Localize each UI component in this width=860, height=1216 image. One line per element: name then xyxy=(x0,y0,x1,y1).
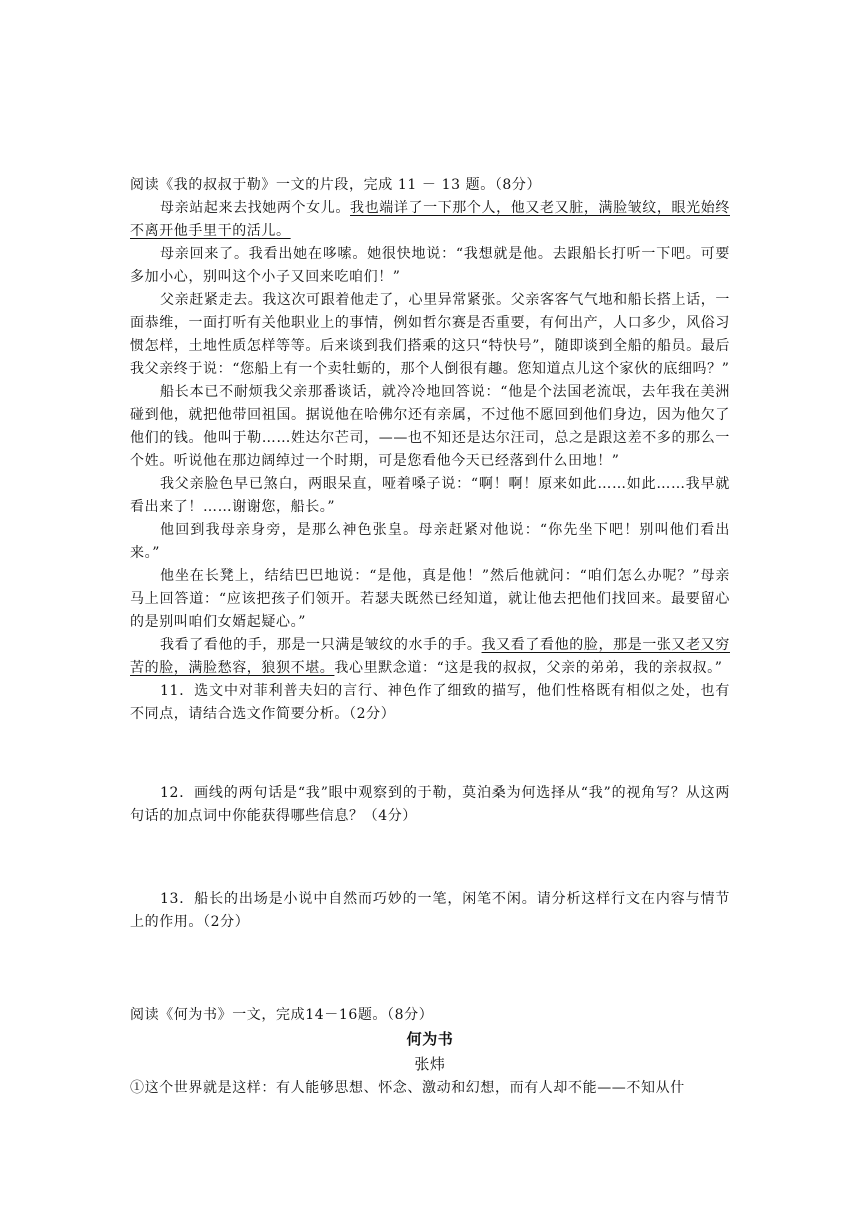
answer-space-11 xyxy=(130,726,730,782)
paragraph-2: 母亲回来了。我看出她在哆嗦。她很快地说：“我想就是他。去跟船长打听一下吧。可要多加小心，别叫这个小子又回来吃咱们！” xyxy=(130,246,730,285)
paragraph-3: 父亲赶紧走去。我这次可跟着他走了，心里异常紧张。父亲客客气气地和船长搭上话，一面恭维，一面打听有关他职业上的事情，例如哲尔赛是否重要，有何出产，人口多少，风俗习惯怎样，土地性质怎样等等。后来谈到我们搭乘的这只“特快号”，随即谈到全船的船员。最后我父亲终于说：“您船上有一个卖牡蛎的，那个人倒很有趣。您知道点儿这个家伙的底细吗？” xyxy=(130,292,730,377)
question-13: 13．船长的出场是小说中自然而巧妙的一笔，闲笔不闲。请分析这样行文在内容与情节上的作用。（2分） xyxy=(130,891,730,930)
paragraph-8-tail: 我心里默念道：“这是我的叔叔，父亲的弟弟，我的亲叔叔。” xyxy=(334,660,723,676)
paragraph-8-text: 我看了看他的手，那是一只满是皱纹的水手的手。 xyxy=(160,637,482,653)
section1-intro: 阅读《我的叔叔于勒》一文的片段，完成 11 － 13 题。（8分） xyxy=(130,177,542,193)
article-paragraph-1: ①这个世界就是这样：有人能够思想、怀念、激动和幻想，而有人却不能——不知从什 xyxy=(130,1080,685,1096)
article-title: 何为书 xyxy=(406,1030,454,1048)
paragraph-1-text: 母亲站起来去找她两个女儿。 xyxy=(160,200,350,216)
document-page xyxy=(130,174,730,1100)
underlined-sentence-2: 我又看了看他的脸，那是一张又老又穷苦的脸，满脸愁容，狼狈不堪。 xyxy=(130,637,730,676)
section2-intro: 阅读《何为书》一文，完成14－16题。（8分） xyxy=(130,1007,434,1023)
article-author: 张炜 xyxy=(414,1055,446,1073)
paragraph-7: 他坐在长凳上，结结巴巴地说：“是他，真是他！”然后他就问：“咱们怎么办呢？”母亲马上回答道：“应该把孩子们领开。若瑟夫既然已经知道，就让他去把他们找回来。最要留心的是别叫咱们女婿起疑心。” xyxy=(130,568,730,630)
paragraph-8 xyxy=(130,634,730,680)
answer-space-12 xyxy=(130,828,730,888)
question-11: 11．选文中对菲利普夫妇的言行、神色作了细致的描写，他们性格既有相似之处，也有不同点，请结合选文作简要分析。（2分） xyxy=(130,683,730,722)
paragraph-1 xyxy=(130,197,730,243)
answer-space-13 xyxy=(130,934,730,1004)
underlined-sentence-1: 我也端详了一下那个人，他又老又脏，满脸皱纹，眼光始终不离开他手里干的活儿。 xyxy=(130,200,730,239)
paragraph-5: 我父亲脸色早已煞白，两眼呆直，哑着嗓子说：“啊！啊！原来如此……如此……我早就看出来了！……谢谢您，船长。” xyxy=(130,476,730,515)
paragraph-4: 船长本已不耐烦我父亲那番谈话，就冷冷地回答说：“他是个法国老流氓，去年我在美洲碰到他，就把他带回祖国。据说他在哈佛尔还有亲属，不过他不愿回到他们身边，因为他欠了他们的钱。他叫于勒……姓达尔芒司，——也不知还是达尔汪司，总之是跟这差不多的那么一个姓。听说他在那边阔绰过一个时期，可是您看他今天已经落到什么田地！” xyxy=(130,384,730,469)
paragraph-6: 他回到我母亲身旁，是那么神色张皇。母亲赶紧对他说：“你先坐下吧！别叫他们看出来。” xyxy=(130,522,730,561)
question-12: 12．画线的两句话是“我”眼中观察到的于勒，莫泊桑为何选择从“我”的视角写？从这两句话的加点词中你能获得哪些信息？（4分） xyxy=(130,785,730,824)
